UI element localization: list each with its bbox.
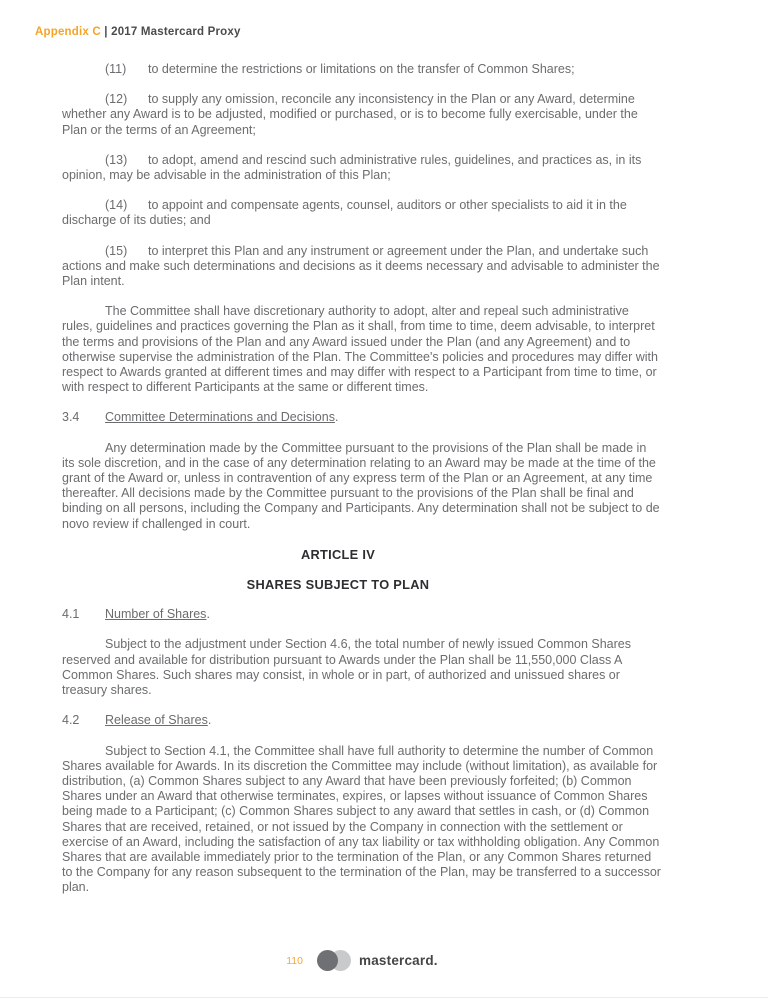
list-item-11 — [62, 62, 662, 77]
article-subtitle: SHARES SUBJECT TO PLAN — [246, 577, 430, 593]
section-number: 4.2 — [62, 713, 80, 728]
list-item-number: (15) — [105, 243, 128, 258]
section-title: Number of Shares — [105, 607, 207, 622]
list-item-text: to interpret this Plan and any instrument or agreement under the Plan, and undertake such actions and make such determinations and decisions as it deems necessary and advisable to administer the Plan intent. — [62, 243, 660, 289]
section-suffix: . — [206, 607, 210, 622]
page-header — [35, 26, 241, 38]
section-heading-4-1 — [62, 607, 662, 622]
paragraph-committee-authority: The Committee shall have discretionary authority to adopt, alter and repeal such administrative rules, guidelines and practices governing the Plan as it shall, from time to time, deem advisable, to interpret the terms and provisions of the Plan and any Award issued under the Plan (and any Agreement) and to otherwise supervise the administration of the Plan. The Committee's policies and procedures may differ with respect to Awards granted at different times and may differ with respect to a Participant from time to time, or with respect to different Participants at the same or different times. — [62, 304, 658, 395]
section-suffix: . — [207, 713, 212, 728]
bottom-page-rule — [0, 997, 768, 998]
article-title: ARTICLE IV — [300, 546, 376, 562]
list-item-text: to determine the restrictions or limitations on the transfer of Common Shares; — [148, 62, 575, 76]
list-item-number: (12) — [105, 92, 128, 107]
page-number: 110 — [286, 954, 303, 967]
list-item-number: (11) — [105, 62, 127, 76]
logo-left-circle — [317, 950, 338, 971]
list-item-13 — [62, 153, 662, 183]
article-heading-block — [62, 547, 614, 592]
list-item-text: to adopt, amend and rescind such administrative rules, guidelines, and practices as, in its opinion, may be advisable in the administration of this Plan; — [62, 152, 642, 183]
section-heading-4-2 — [62, 713, 662, 728]
list-item-text: to appoint and compensate agents, counsel, auditors or other specialists to aid it in the discharge of its duties; and — [62, 198, 627, 228]
document-body — [62, 47, 662, 896]
list-item-number: (14) — [105, 198, 128, 213]
mastercard-logo-icon — [317, 950, 351, 971]
section-heading-3-4 — [62, 410, 662, 425]
list-item-number: (13) — [105, 152, 128, 167]
appendix-label: Appendix C — [35, 26, 101, 38]
section-number: 3.4 — [62, 410, 80, 425]
section-number: 4.1 — [62, 607, 80, 622]
list-item-text: to supply any omission, reconcile any inconsistency in the Plan or any Award, determine whether any Award is to be adjusted, modified or purchased, or is to become fully exercisable, under the Plan or the terms of an Agreement; — [62, 92, 638, 137]
section-title: Release of Shares — [105, 713, 208, 728]
paragraph-determinations: Any determination made by the Committee pursuant to the provisions of the Plan shall be made in its sole discretion, and in the case of any determination relating to an Award may be made at the time of the grant of the Award or, unless in contravention of any express term of the Plan or an Agreement, at any time thereafter. All decisions made by the Committee pursuant to the provisions of the Plan shall be final and binding on all persons, including the Company and Participants. Any determination shall not be subject to de novo review if challenged in court. — [62, 440, 660, 531]
list-item-15 — [62, 244, 662, 290]
section-suffix: . — [334, 410, 339, 425]
paragraph-release-of-shares: Subject to Section 4.1, the Committee shall have full authority to determine the number of Common Shares available for Awards. In its discretion the Committee may include (without limitation), as available for distribution, (a) Common Shares subject to any Award that have been previously forfeited; (b) Common Shares under an Award that otherwise terminates, expires, or lapses without issuance of Common Shares being made to a Participant; (c) Common Shares subject to any award that settles in cash, or (d) Common Shares that are received, retained, or not issued by the Company in connection with the settlement or exercise of an Award, including the satisfaction of any tax liability or tax withholding obligation. Any Common Shares that are available immediately prior to the termination of the Plan, or any Common Shares returned to the Company for any reason subsequent to the termination of the Plan, may be transferred to a successor plan. — [62, 743, 661, 895]
list-item-12 — [62, 92, 662, 138]
header-title: | 2017 Mastercard Proxy — [100, 26, 241, 38]
paragraph-number-of-shares: Subject to the adjustment under Section 4.6, the total number of newly issued Common Shares reserved and available for distribution pursuant to Awards under the Plan shall be 11,550,000 Class A Common Shares. Such shares may consist, in whole or in part, of authorized and unissued shares or treasury shares. — [62, 637, 631, 698]
section-title: Committee Determinations and Decisions — [105, 410, 335, 425]
list-item-14 — [62, 198, 662, 228]
mastercard-wordmark: mastercard. — [359, 953, 438, 968]
page-footer — [0, 950, 746, 971]
